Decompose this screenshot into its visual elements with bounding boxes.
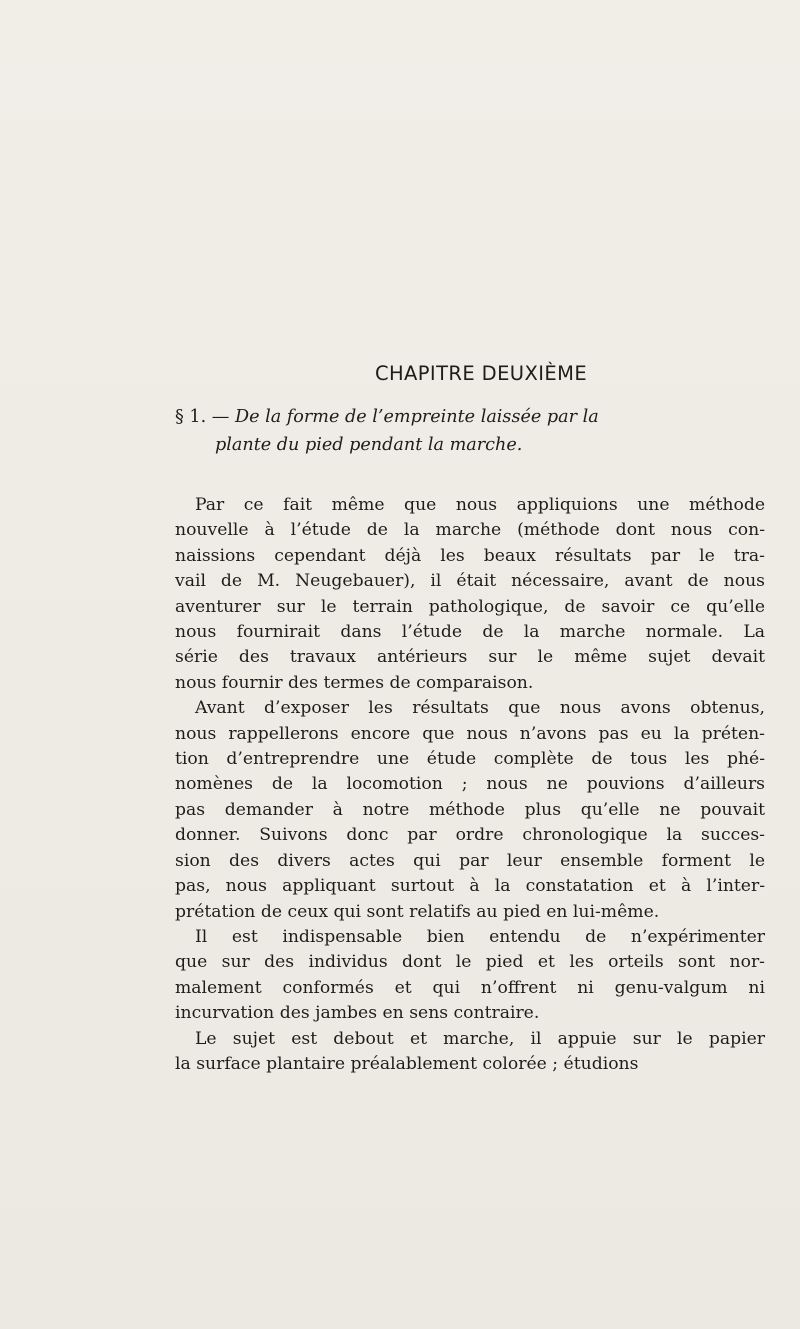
text-line: pas demander à notre méthode plus qu’elle ne pouvait: [175, 799, 765, 820]
text-line: aventurer sur le terrain pathologique, de savoir ce qu’elle: [175, 596, 765, 617]
text-line: prétation de ceux qui sont relatifs au pied en lui-même.: [175, 901, 660, 922]
text-line: incurvation des jambes en sens contraire.: [175, 1003, 540, 1024]
text-line: vail de M. Neugebauer), il était nécessaire, avant de nous: [175, 571, 765, 592]
paragraph: [175, 925, 765, 1027]
text-line: nous fournir des termes de comparaison.: [175, 672, 534, 693]
paragraph: [175, 493, 765, 696]
text-line: Le sujet est debout et marche, il appuie sur le papier: [195, 1028, 765, 1049]
text-line: tion d’entreprendre une étude complète de tous les phé-: [175, 749, 765, 770]
text-line: sion des divers actes qui par leur ensemble forment le: [175, 850, 765, 871]
text-line: Par ce fait même que nous appliquions une méthode: [195, 495, 765, 515]
section-heading-line-1: [175, 407, 599, 427]
chapter-heading: CHAPITRE DEUXIÈME: [374, 362, 588, 385]
paragraph: [175, 696, 765, 925]
text-line: Avant d’exposer les résultats que nous avons obtenus,: [195, 698, 765, 719]
text-line: naissions cependant déjà les beaux résultats par le tra-: [175, 545, 765, 566]
text-line: Il est indispensable bien entendu de n’expérimenter: [195, 926, 765, 947]
text-line: donner. Suivons donc par ordre chronologique la succes-: [175, 825, 765, 846]
text-line: série des travaux antérieurs sur le même sujet devait: [175, 647, 765, 668]
text-line: nous rappellerons encore que nous n’avons pas eu la préten-: [175, 723, 765, 744]
text-line: malement conformés et qui n’offrent ni genu-valgum ni: [175, 977, 765, 998]
section-heading: [175, 403, 765, 459]
text-line: nous fournirait dans l’étude de la marche normale. La: [175, 622, 765, 643]
text-block: [175, 362, 765, 1077]
section-title-line-1: De la forme de l’empreinte laissée par la: [234, 407, 599, 427]
text-line: pas, nous appliquant surtout à la constatation et à l’inter-: [175, 876, 765, 897]
section-marker: § 1. —: [175, 407, 235, 427]
text-line: la surface plantaire préalablement colorée ; étudions: [175, 1053, 639, 1074]
section-title-line-2: plante du pied pendant la marche.: [215, 435, 523, 455]
text-line: nomènes de la locomotion ; nous ne pouvions d’ailleurs: [175, 774, 765, 795]
paragraph: [175, 1027, 765, 1078]
text-line: nouvelle à l’étude de la marche (méthode dont nous con-: [175, 520, 765, 541]
body-text: [175, 493, 765, 1077]
text-line: que sur des individus dont le pied et les orteils sont nor-: [175, 952, 765, 973]
